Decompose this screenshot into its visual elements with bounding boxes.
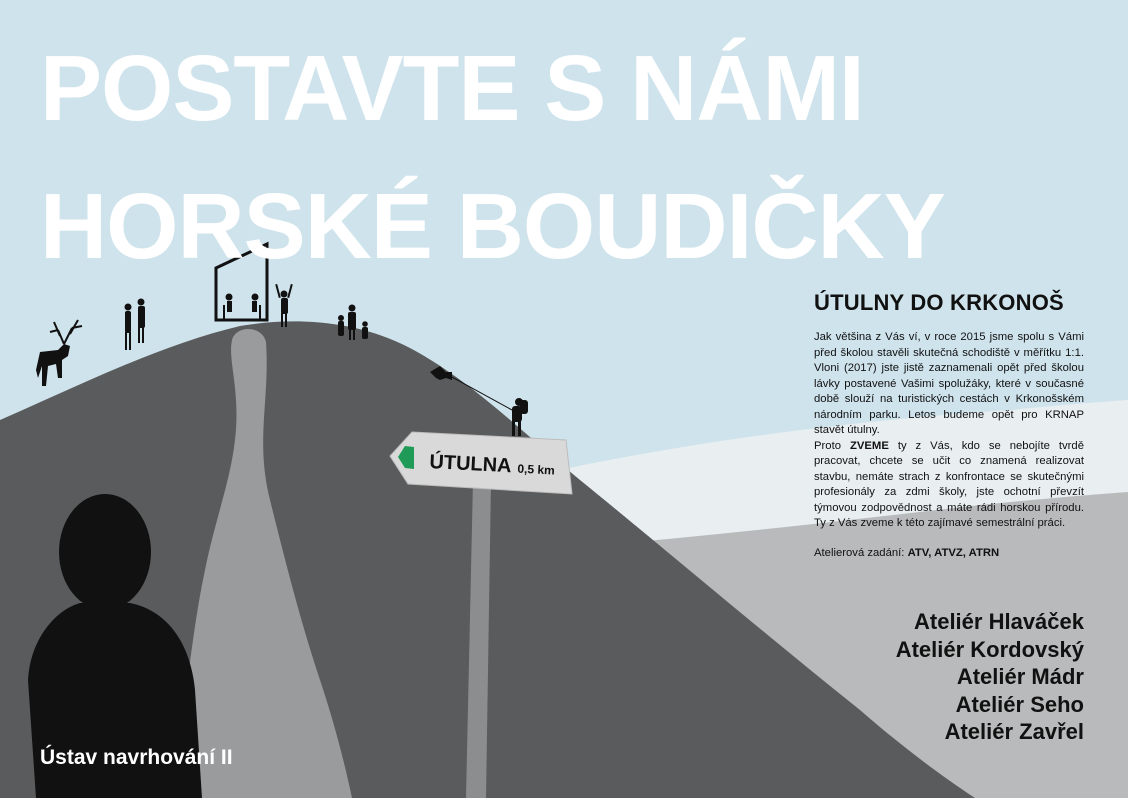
info-paragraph-1: Jak většina z Vás ví, v roce 2015 jsme spolu s Vámi před školou stavěli skutečná schodiště v měřítku 1:1. Vloni (2017) jste jistě zaznamenali opět před školou lávky postavené Vašimi spolužáky, které v současné době slouží na turistických cestách v Krkonošském národním parku. Letos budeme opět pro KRNAP stavět útulny. [814,331,1084,436]
headline-line-1: POSTAVTE S NÁMI [40,36,864,140]
atelier-list [896,608,1084,746]
headline-line-2: HORSKÉ BOUDIČKY [40,174,945,278]
atelier-item: Ateliér Hlaváček [914,609,1084,634]
atelier-item: Ateliér Kordovský [895,636,1084,662]
sign-destination: ÚTULNA [428,451,513,478]
atelier-item: Ateliér Zavřel [944,719,1084,744]
deer-icon [36,320,82,386]
atelier-assignment [814,546,1084,562]
info-block [814,290,1084,561]
info-paragraph-2-rest: ty z Vás, kdo se nebojíte tvrdě pracovat, chcete se učit co znamená realizovat stavbu, nemáte strach z konfrontace se skutečnými profesionály za zdmi školy, jste ochotní převzít týmovou zodpovědnost a máte rádi horskou přírodu. Ty z Vás zveme k této zajímavé semestrální práci. [814,439,1084,529]
atelier-item: Ateliér Mádr [956,664,1084,689]
sign-distance: 0,5 km [517,461,556,478]
info-paragraph-2-prefix: Proto [814,439,850,452]
atelier-item: Ateliér Seho [955,691,1084,717]
info-paragraph-2 [814,439,1084,532]
info-paragraph-2-bold: ZVEME [849,439,889,452]
assignment-label: Atelierová zadání: [814,546,908,559]
institute-name: Ústav navrhování II [40,746,233,769]
info-heading: ÚTULNY DO KRKONOŠ [814,290,1064,315]
hut-people [223,294,261,320]
assignment-value: ATV, ATVZ, ATRN [907,546,1000,559]
